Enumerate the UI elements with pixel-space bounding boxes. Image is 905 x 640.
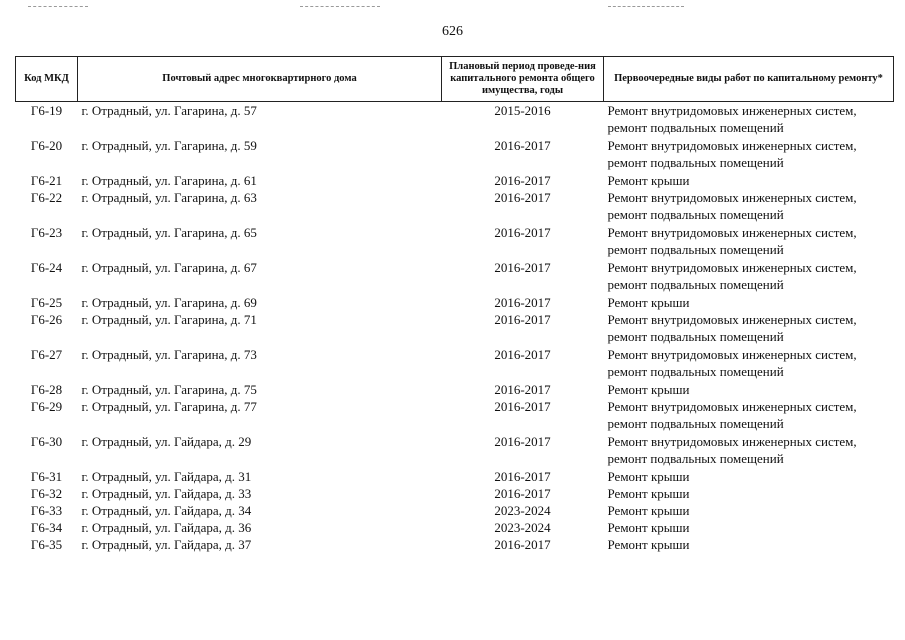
scan-mark	[608, 6, 684, 8]
header-period: Плановый период проведе-ния капитального ремонта общего имущества, годы	[442, 57, 604, 102]
cell-period: 2016-2017	[494, 434, 551, 449]
table-row	[16, 102, 894, 138]
cell-address: г. Отрадный, ул. Гайдара, д. 36	[81, 520, 252, 535]
cell-works: Ремонт крыши	[607, 520, 690, 535]
cell-period: 2016-2017	[494, 537, 551, 552]
cell-code: Г6-28	[30, 382, 63, 397]
cell-period: 2016-2017	[494, 190, 551, 205]
cell-works: Ремонт крыши	[607, 295, 690, 310]
table-row	[16, 259, 894, 294]
scan-mark	[300, 6, 380, 8]
header-code: Код МКД	[16, 57, 78, 102]
table-body	[16, 102, 894, 554]
table-row	[16, 381, 894, 398]
cell-works: Ремонт крыши	[607, 173, 690, 188]
cell-code: Г6-19	[30, 103, 63, 118]
cell-address: г. Отрадный, ул. Гагарина, д. 61	[81, 173, 257, 188]
cell-period: 2023-2024	[494, 520, 551, 535]
cell-address: г. Отрадный, ул. Гайдара, д. 37	[81, 537, 252, 552]
cell-address: г. Отрадный, ул. Гайдара, д. 31	[81, 469, 252, 484]
cell-works: Ремонт крыши	[607, 382, 690, 397]
table-row	[16, 189, 894, 224]
header-works: Первоочередные виды работ по капитальному ремонту*	[604, 57, 894, 102]
cell-period: 2016-2017	[494, 347, 551, 362]
cell-works: Ремонт крыши	[607, 537, 690, 552]
cell-address: г. Отрадный, ул. Гагарина, д. 57	[81, 103, 257, 118]
table-row	[16, 519, 894, 536]
cell-period: 2016-2017	[494, 260, 551, 275]
cell-period: 2016-2017	[494, 225, 551, 240]
scan-artifact-marks	[0, 6, 905, 10]
cell-address: г. Отрадный, ул. Гайдара, д. 33	[81, 486, 252, 501]
cell-code: Г6-23	[30, 225, 63, 240]
cell-code: Г6-32	[30, 486, 63, 501]
cell-period: 2015-2016	[494, 103, 551, 118]
cell-code: Г6-35	[30, 537, 63, 552]
table-header-row	[16, 57, 894, 102]
cell-period: 2016-2017	[494, 295, 551, 310]
cell-code: Г6-25	[30, 295, 63, 310]
cell-period: 2016-2017	[494, 469, 551, 484]
cell-address: г. Отрадный, ул. Гагарина, д. 77	[81, 399, 257, 414]
cell-works: Ремонт крыши	[607, 503, 690, 518]
cell-code: Г6-22	[30, 190, 63, 205]
cell-code: Г6-31	[30, 469, 63, 484]
repair-schedule-table	[15, 56, 894, 553]
cell-period: 2016-2017	[494, 382, 551, 397]
cell-code: Г6-21	[30, 173, 63, 188]
cell-period: 2016-2017	[494, 486, 551, 501]
table-row	[16, 398, 894, 433]
cell-code: Г6-20	[30, 138, 63, 153]
table-row	[16, 172, 894, 189]
cell-address: г. Отрадный, ул. Гагарина, д. 69	[81, 295, 257, 310]
cell-works: Ремонт внутридомовых инженерных систем, ремонт подвальных помещений	[607, 434, 857, 466]
cell-address: г. Отрадный, ул. Гагарина, д. 67	[81, 260, 257, 275]
cell-works: Ремонт внутридомовых инженерных систем, ремонт подвальных помещений	[607, 103, 857, 135]
cell-works: Ремонт внутридомовых инженерных систем, ремонт подвальных помещений	[607, 399, 857, 431]
cell-code: Г6-29	[30, 399, 63, 414]
cell-period: 2016-2017	[494, 173, 551, 188]
table-row	[16, 224, 894, 259]
table-row	[16, 346, 894, 381]
cell-period: 2016-2017	[494, 399, 551, 414]
cell-code: Г6-34	[30, 520, 63, 535]
page-number: 626	[442, 24, 463, 39]
cell-period: 2023-2024	[494, 503, 551, 518]
scan-mark	[28, 6, 88, 8]
cell-address: г. Отрадный, ул. Гагарина, д. 73	[81, 347, 257, 362]
cell-code: Г6-27	[30, 347, 63, 362]
table-row	[16, 502, 894, 519]
table-row	[16, 137, 894, 172]
cell-address: г. Отрадный, ул. Гайдара, д. 34	[81, 503, 252, 518]
cell-address: г. Отрадный, ул. Гагарина, д. 59	[81, 138, 257, 153]
cell-works: Ремонт внутридомовых инженерных систем, ремонт подвальных помещений	[607, 312, 857, 344]
table-row	[16, 294, 894, 311]
cell-code: Г6-30	[30, 434, 63, 449]
cell-address: г. Отрадный, ул. Гайдара, д. 29	[81, 434, 252, 449]
cell-works: Ремонт внутридомовых инженерных систем, ремонт подвальных помещений	[607, 138, 857, 170]
cell-address: г. Отрадный, ул. Гагарина, д. 75	[81, 382, 257, 397]
table-row	[16, 311, 894, 346]
cell-works: Ремонт крыши	[607, 469, 690, 484]
cell-code: Г6-24	[30, 260, 63, 275]
cell-address: г. Отрадный, ул. Гагарина, д. 65	[81, 225, 257, 240]
cell-code: Г6-33	[30, 503, 63, 518]
cell-works: Ремонт внутридомовых инженерных систем, ремонт подвальных помещений	[607, 190, 857, 222]
cell-code: Г6-26	[30, 312, 63, 327]
cell-works: Ремонт крыши	[607, 486, 690, 501]
cell-address: г. Отрадный, ул. Гагарина, д. 71	[81, 312, 257, 327]
cell-period: 2016-2017	[494, 138, 551, 153]
table-row	[16, 433, 894, 468]
cell-works: Ремонт внутридомовых инженерных систем, ремонт подвальных помещений	[607, 347, 857, 379]
cell-address: г. Отрадный, ул. Гагарина, д. 63	[81, 190, 257, 205]
table-row	[16, 485, 894, 502]
cell-works: Ремонт внутридомовых инженерных систем, ремонт подвальных помещений	[607, 260, 857, 292]
header-address: Почтовый адрес многоквартирного дома	[78, 57, 442, 102]
table-row	[16, 468, 894, 485]
cell-works: Ремонт внутридомовых инженерных систем, ремонт подвальных помещений	[607, 225, 857, 257]
cell-period: 2016-2017	[494, 312, 551, 327]
table-row	[16, 536, 894, 553]
